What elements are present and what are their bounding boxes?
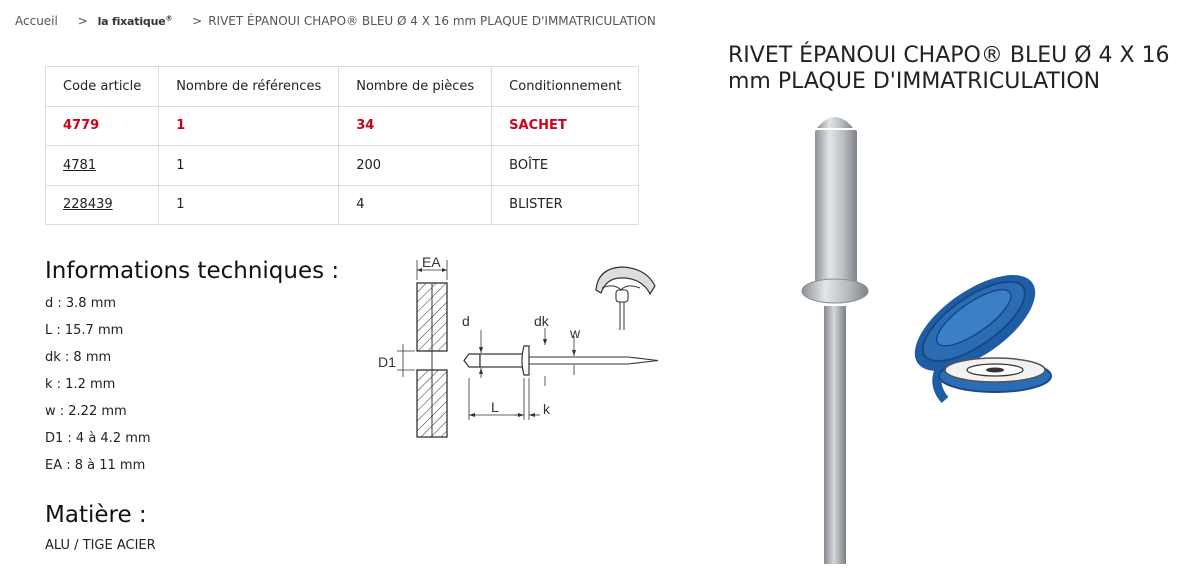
- breadcrumb-brand-link[interactable]: [98, 15, 173, 28]
- rivet-flange: [802, 279, 868, 303]
- cell-pack: BLISTER: [492, 185, 639, 225]
- cell-pieces: 34: [339, 106, 492, 146]
- breadcrumb: [15, 14, 656, 28]
- cell-code: [46, 146, 159, 186]
- spec-l: L : 15.7 mm: [45, 323, 124, 338]
- spec-ea: EA : 8 à 11 mm: [45, 458, 146, 473]
- material-value: ALU / TIGE ACIER: [45, 538, 156, 553]
- brand-registered-mark: ®: [165, 14, 173, 23]
- cell-code: [46, 185, 159, 225]
- spec-w: w : 2.22 mm: [45, 404, 127, 419]
- installed-rivet-thumbnail: [596, 267, 655, 330]
- spec-k: k : 1.2 mm: [45, 377, 116, 392]
- rivet-body-photo: [815, 130, 857, 290]
- header-code-article: Code article: [46, 67, 159, 107]
- rivet-head: [522, 346, 529, 375]
- header-conditionnement: Conditionnement: [492, 67, 639, 107]
- product-title: RIVET ÉPANOUI CHAPO® BLEU Ø 4 X 16 mm PLAQUE D'IMMATRICULATION: [728, 43, 1170, 94]
- label-d: d: [462, 313, 470, 329]
- cell-pieces: 4: [339, 185, 492, 225]
- technical-specs-list: [45, 296, 151, 485]
- breadcrumb-separator: >: [77, 14, 88, 28]
- mandrel-stem: [824, 306, 846, 564]
- cell-refs: 1: [159, 106, 339, 146]
- rivet-tail: [464, 354, 480, 367]
- brand-name: la fixatique: [97, 15, 166, 28]
- label-d1: D1: [378, 354, 396, 370]
- label-k: k: [543, 401, 550, 417]
- rivet-body: [480, 354, 524, 367]
- breadcrumb-current: RIVET ÉPANOUI CHAPO® BLEU Ø 4 X 16 mm PLAQUE D'IMMATRICULATION: [208, 14, 656, 28]
- table-row: [46, 185, 639, 225]
- label-w: w: [570, 325, 581, 341]
- code-link-4781[interactable]: 4781: [63, 157, 97, 173]
- blue-cap-photo: [899, 257, 1051, 400]
- spec-d: d : 3.8 mm: [45, 296, 117, 311]
- mandrel-head: [817, 117, 853, 128]
- rivet-technical-drawing: [370, 250, 665, 445]
- spec-d1: D1 : 4 à 4.2 mm: [45, 431, 151, 446]
- header-nombre-references: Nombre de références: [159, 67, 339, 107]
- rivet-photo: [802, 117, 868, 564]
- cell-refs: 1: [159, 146, 339, 186]
- header-nombre-pieces: Nombre de pièces: [339, 67, 492, 107]
- cell-pieces: 200: [339, 146, 492, 186]
- spec-dk: dk : 8 mm: [45, 350, 112, 365]
- technical-info-heading: Informations techniques :: [45, 258, 340, 284]
- references-table: [45, 66, 639, 225]
- breadcrumb-separator: >: [192, 14, 203, 28]
- table-row-current: [46, 106, 639, 146]
- breadcrumb-home-link[interactable]: Accueil: [15, 14, 58, 28]
- table-row: [46, 146, 639, 186]
- product-photo: [795, 108, 1065, 568]
- label-l: L: [491, 399, 499, 415]
- code-link-228439[interactable]: 228439: [63, 197, 113, 213]
- cell-pack: BOÎTE: [492, 146, 639, 186]
- cell-refs: 1: [159, 185, 339, 225]
- label-ea: EA: [422, 254, 441, 270]
- cell-code: 4779: [46, 106, 159, 146]
- table-header-row: [46, 67, 639, 107]
- material-heading: Matière :: [45, 502, 147, 528]
- cell-pack: SACHET: [492, 106, 639, 146]
- label-dk: dk: [534, 313, 549, 329]
